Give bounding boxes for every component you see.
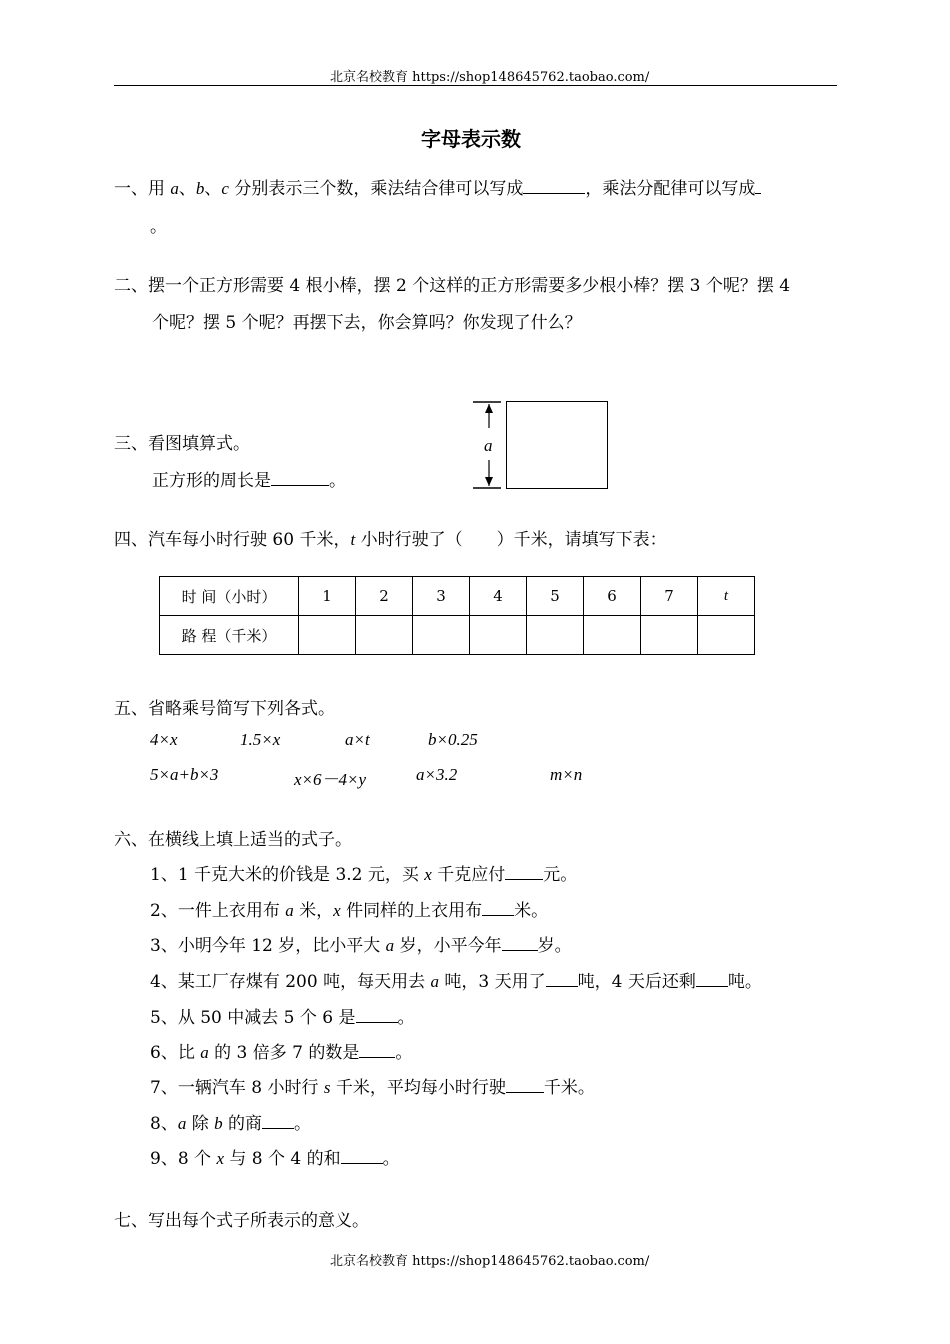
answer-blank[interactable]: [523, 179, 585, 194]
row-header-distance: 路 程（千米）: [160, 616, 299, 655]
answer-blank[interactable]: [359, 1043, 395, 1058]
fill-item: 8、a 除 b 的商 。: [150, 1114, 312, 1134]
side-label: a: [484, 436, 493, 455]
page-footer: 北京名校教育 https://shop148645762.taobao.com/: [330, 1254, 650, 1269]
question-7-title: 七、写出每个式子所表示的意义。: [114, 1211, 369, 1231]
input-cell[interactable]: [641, 616, 698, 655]
answer-blank[interactable]: [271, 471, 329, 486]
answer-blank[interactable]: [356, 1008, 398, 1023]
question-4: 四、汽车每小时行驶 60 千米，t 小时行驶了（ ）千米，请填写下表：: [114, 530, 667, 550]
answer-blank[interactable]: [696, 972, 728, 987]
input-cell[interactable]: [584, 616, 641, 655]
table-cell: 6: [584, 577, 641, 616]
expression: m×n: [550, 765, 583, 784]
square-figure: [506, 401, 608, 489]
header-rule: [114, 85, 837, 86]
input-cell[interactable]: [527, 616, 584, 655]
table-cell: 7: [641, 577, 698, 616]
answer-blank[interactable]: [505, 865, 543, 880]
fill-item: 9、8 个 x 与 8 个 4 的和 。: [150, 1149, 400, 1169]
table-cell: 3: [413, 577, 470, 616]
expression: 4×x: [150, 730, 178, 749]
answer-blank[interactable]: [262, 1114, 294, 1129]
input-cell[interactable]: [698, 616, 755, 655]
fill-item: 6、比 a 的 3 倍多 7 的数是 。: [150, 1043, 413, 1063]
question-1: 一、用 a、b、c 分别表示三个数，乘法结合律可以写成 ，乘法分配律可以写成: [114, 174, 761, 199]
page-title: 字母表示数: [421, 127, 521, 151]
table-cell: 5: [527, 577, 584, 616]
table-row: [160, 577, 755, 616]
answer-blank[interactable]: [755, 179, 761, 194]
expression: 1.5×x: [240, 730, 281, 749]
fill-item: 4、某工厂存煤有 200 吨，每天用去 a 吨，3 天用了 吨，4 天后还剩 吨。: [150, 972, 762, 992]
fill-item: 5、从 50 中减去 5 个 6 是 。: [150, 1008, 415, 1028]
question-3-title: 三、看图填算式。: [114, 434, 250, 454]
expression: a×t: [345, 730, 370, 749]
time-distance-table: [159, 576, 755, 655]
question-2-line1: 二、摆一个正方形需要 4 根小棒，摆 2 个这样的正方形需要多少根小棒？摆 3 个呢？摆 4: [114, 276, 791, 296]
question-5-title: 五、省略乘号简写下列各式。: [114, 699, 335, 719]
table-cell: 4: [470, 577, 527, 616]
question-6-title: 六、在横线上填上适当的式子。: [114, 830, 352, 850]
fill-item: 7、一辆汽车 8 小时行 s 千米，平均每小时行驶 千米。: [150, 1078, 595, 1098]
answer-blank[interactable]: [506, 1078, 544, 1093]
table-cell: t: [698, 577, 755, 616]
input-cell[interactable]: [413, 616, 470, 655]
input-cell[interactable]: [299, 616, 356, 655]
question-3-line2: 正方形的周长是 。: [152, 471, 346, 491]
answer-blank[interactable]: [502, 936, 538, 951]
fill-item: 3、小明今年 12 岁，比小平大 a 岁，小平今年 岁。: [150, 936, 572, 956]
answer-blank[interactable]: [341, 1149, 383, 1164]
answer-blank[interactable]: [546, 972, 578, 987]
fill-item: 2、一件上衣用布 a 米，x 件同样的上衣用布 米。: [150, 901, 549, 921]
fill-item: 1、1 千克大米的价钱是 3.2 元，买 x 千克应付 元。: [150, 865, 578, 885]
expression: b×0.25: [428, 730, 478, 749]
page-header: 北京名校教育 https://shop148645762.taobao.com/: [330, 70, 650, 85]
expression: a×3.2: [416, 765, 458, 784]
expression: x×6－4×y: [294, 770, 367, 789]
table-cell: 1: [299, 577, 356, 616]
input-cell[interactable]: [470, 616, 527, 655]
answer-blank[interactable]: [482, 901, 514, 916]
row-header-time: 时 间（小时）: [160, 577, 299, 616]
input-cell[interactable]: [356, 616, 413, 655]
table-row: [160, 616, 755, 655]
table-cell: 2: [356, 577, 413, 616]
expression: 5×a+b×3: [150, 765, 219, 784]
question-1-end: 。: [150, 217, 167, 237]
question-2-line2: 个呢？摆 5 个呢？再摆下去，你会算吗？你发现了什么？: [152, 313, 582, 333]
